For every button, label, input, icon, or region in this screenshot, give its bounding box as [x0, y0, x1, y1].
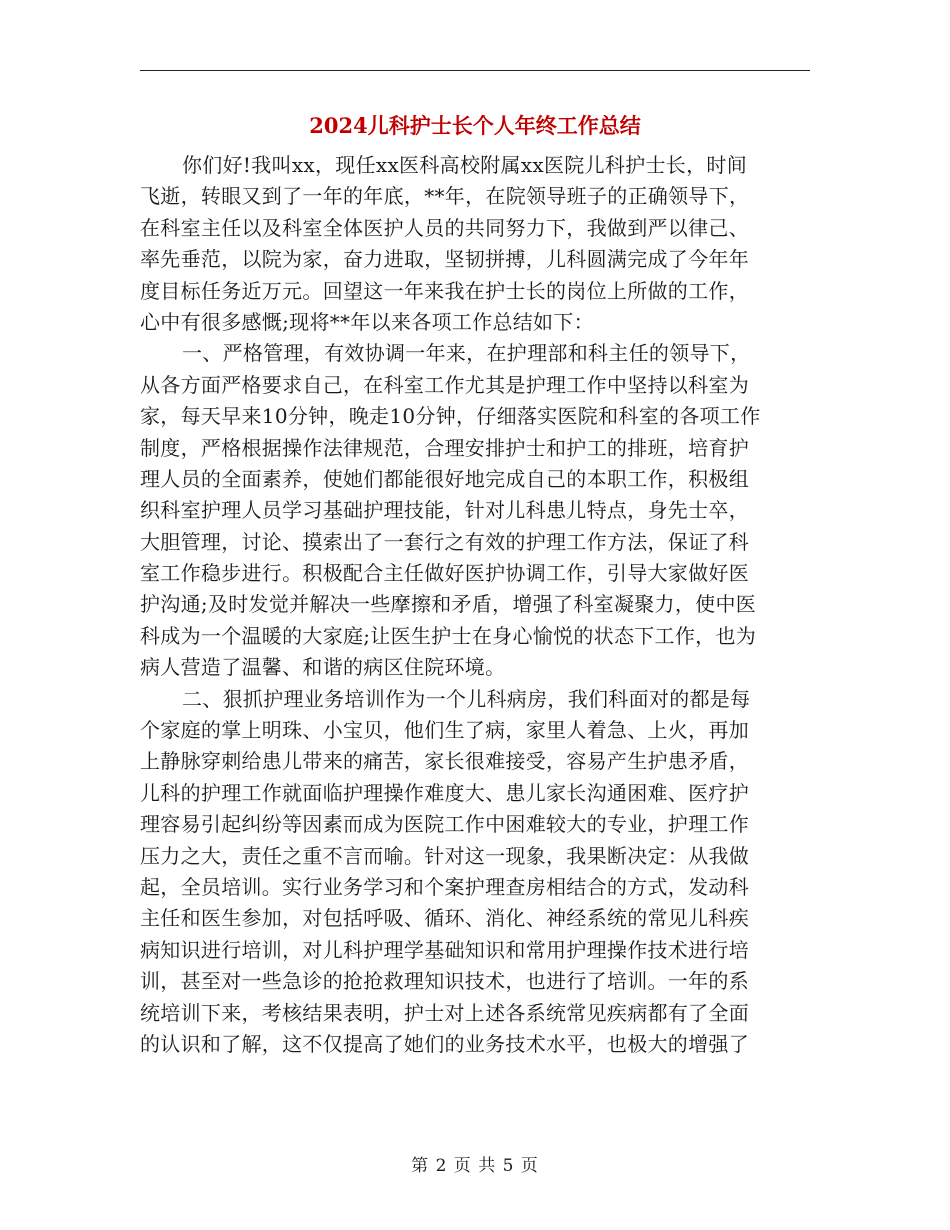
- text-line: 在科室主任以及科室全体医护人员的共同努力下，我做到严以律己、: [140, 215, 749, 240]
- text-line: 制度，严格根据操作法律规范，合理安排护士和护工的排班，培育护: [140, 435, 749, 460]
- text-line: 主任和医生参加，对包括呼吸、循环、消化、神经系统的常见儿科疾: [140, 906, 749, 931]
- text-line: 病知识进行培训，对儿科护理学基础知识和常用护理操作技术进行培: [140, 937, 749, 962]
- text-line: 儿科的护理工作就面临护理操作难度大、患儿家长沟通困难、医疗护: [140, 780, 749, 805]
- text-line: 的认识和了解，这不仅提高了她们的业务技术水平，也极大的增强了: [140, 1031, 749, 1056]
- text-line: 率先垂范，以院为家，奋力进取，坚韧拼搏，儿科圆满完成了今年年: [140, 247, 749, 272]
- text-line: 科成为一个温暖的大家庭;让医生护士在身心愉悦的状态下工作，也为: [140, 623, 757, 648]
- text-line: 统培训下来，考核结果表明，护士对上述各系统常见疾病都有了全面: [140, 1000, 749, 1025]
- text-line: 起，全员培训。实行业务学习和个案护理查房相结合的方式，发动科: [140, 874, 749, 899]
- text-line: 室工作稳步进行。积极配合主任做好医护协调工作，引导大家做好医: [140, 561, 749, 586]
- text-line: 心中有很多感慨;现将**年以来各项工作总结如下：: [140, 309, 594, 334]
- text-line: 个家庭的掌上明珠、小宝贝，他们生了病，家里人着急、上火，再加: [140, 718, 749, 743]
- text-line: 从各方面严格要求自己，在科室工作尤其是护理工作中坚持以科室为: [140, 372, 749, 397]
- text-line: 护沟通;及时发觉并解决一些摩擦和矛盾，增强了科室凝聚力，使中医: [140, 592, 757, 617]
- page-footer: 第 2 页 共 5 页: [411, 1156, 539, 1176]
- text-line: 飞逝，转眼又到了一年的年底，**年，在院领导班子的正确领导下，: [140, 184, 750, 209]
- text-line: 一、严格管理，有效协调一年来，在护理部和科主任的领导下，: [182, 341, 751, 366]
- text-line: 二、狠抓护理业务培训作为一个儿科病房，我们科面对的都是每: [182, 686, 751, 711]
- text-line: 你们好!我叫xx，现任xx医科高校附属xx医院儿科护士长，时间: [182, 153, 748, 177]
- text-line: 理人员的全面素养，使她们都能很好地完成自己的本职工作，积极组: [140, 466, 749, 491]
- text-line: 理容易引起纠纷等因素而成为医院工作中困难较大的专业，护理工作: [140, 812, 749, 837]
- text-line: 大胆管理，讨论、摸索出了一套行之有效的护理工作方法，保证了科: [140, 529, 749, 554]
- text-line: 压力之大，责任之重不言而喻。针对这一现象，我果断决定：从我做: [140, 843, 749, 868]
- text-line: 家，每天早来10分钟，晚走10分钟，仔细落实医院和科室的各项工作: [140, 404, 761, 429]
- text-line: 训，甚至对一些急诊的抢抢救理知识技术，也进行了培训。一年的系: [140, 969, 749, 994]
- text-line: 上静脉穿刺给患儿带来的痛苦，家长很难接受，容易产生护患矛盾，: [140, 749, 749, 774]
- document-body: [140, 150, 812, 1060]
- document-title: 2024儿科护士长个人年终工作总结: [309, 113, 641, 138]
- text-line: 织科室护理人员学习基础护理技能，针对儿科患儿特点，身先士卒，: [140, 498, 749, 523]
- header-rule: [140, 70, 810, 71]
- text-line: 度目标任务近万元。回望这一年来我在护士长的岗位上所做的工作，: [140, 278, 749, 303]
- text-line: 病人营造了温馨、和谐的病区住院环境。: [140, 655, 506, 680]
